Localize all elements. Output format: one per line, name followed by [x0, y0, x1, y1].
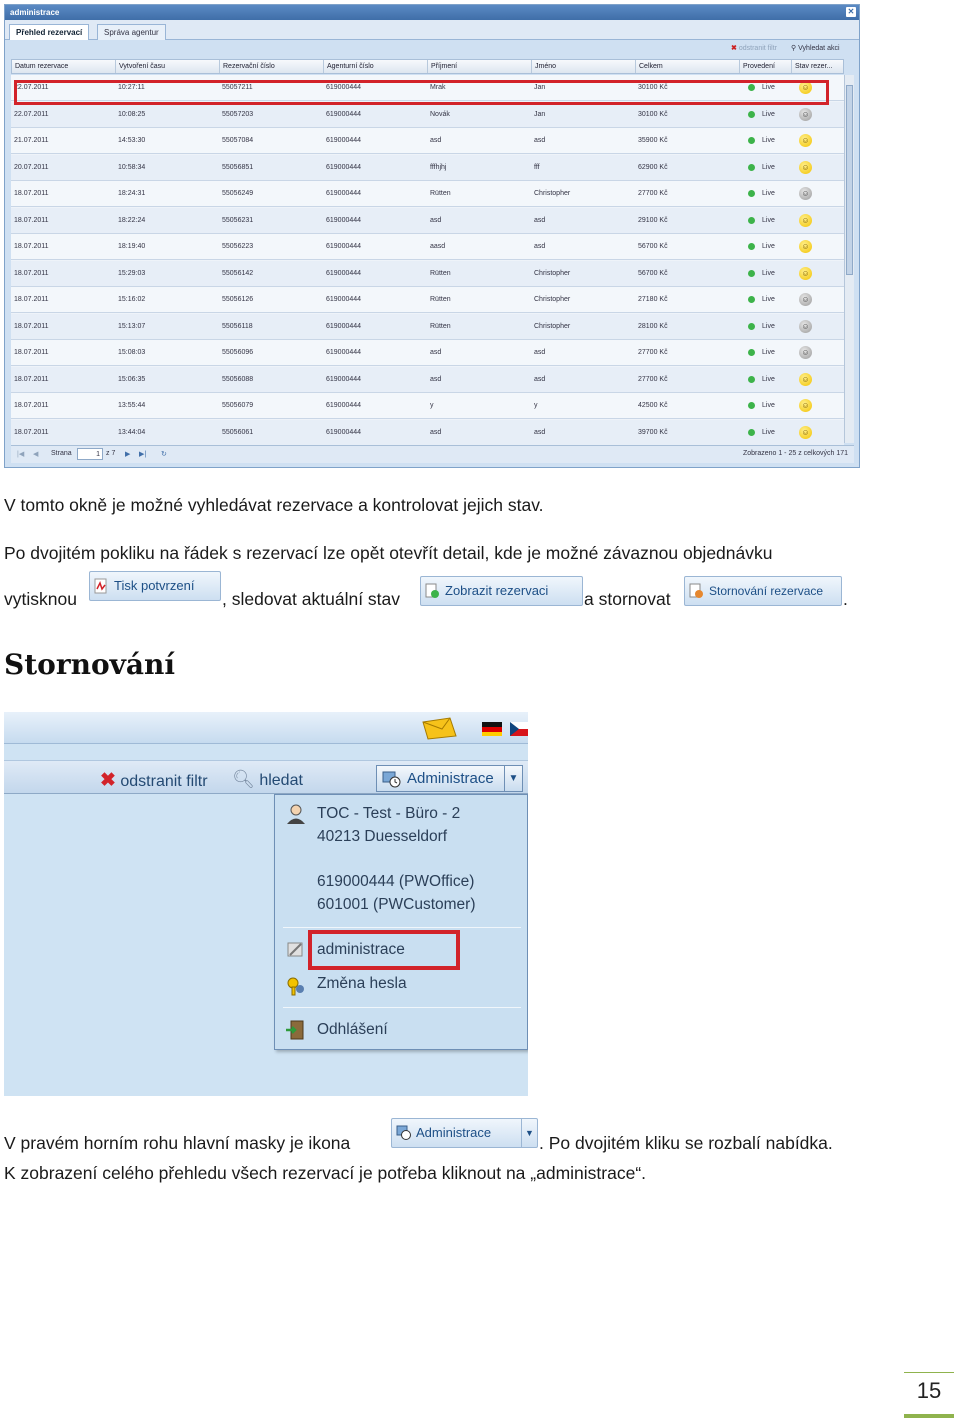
grid-scrollbar[interactable]: [844, 75, 854, 443]
smiley-yellow-icon: ☺: [799, 240, 812, 253]
text-print: vytisknou: [4, 589, 77, 609]
cell-res: 55056088: [222, 375, 254, 383]
page-label: Strana: [51, 450, 72, 457]
search-action-button[interactable]: [791, 44, 840, 52]
page-number: 15: [916, 1378, 942, 1403]
cell-agency: 619000444: [326, 269, 362, 277]
cell-agency: 619000444: [326, 402, 362, 409]
cell-agency: 619000444: [326, 349, 362, 356]
table-row[interactable]: [11, 287, 844, 313]
cell-agency: 619000444: [326, 375, 362, 383]
col-total[interactable]: Celkem: [636, 60, 740, 73]
top-strip: [4, 712, 528, 744]
window-title: [5, 5, 859, 20]
table-row[interactable]: [11, 393, 844, 419]
paragraph-detail-info: Po dvojitém pokliku na řádek s rezervací lze opět otevřít detail, kde je možné závaznou objednávku: [4, 543, 773, 563]
chevron-down-icon: ▼: [521, 1119, 537, 1147]
tab-reservations-overview[interactable]: Přehled rezervací: [9, 24, 89, 40]
text-double-click: . Po dvojitém kliku se rozbalí nabídka.: [539, 1133, 833, 1153]
table-row[interactable]: [11, 314, 844, 340]
pager: [11, 445, 854, 463]
cell-name: Jan: [534, 110, 546, 118]
cell-name: Christopher: [534, 190, 571, 197]
search-tool[interactable]: [232, 769, 303, 790]
red-x-icon: ✖: [100, 770, 116, 791]
scroll-thumb[interactable]: [846, 85, 853, 275]
cell-mode: Live: [762, 110, 775, 118]
office-city: 40213 Duesseldorf: [317, 828, 448, 845]
cell-mode: Live: [762, 163, 775, 171]
search-text: hledat: [259, 772, 303, 789]
cell-total: 27700 Kč: [638, 190, 668, 197]
cell-agency: 619000444: [326, 137, 362, 144]
cell-name: Christopher: [534, 269, 571, 277]
page-number-rule-top: [904, 1372, 954, 1373]
text-cancel: a stornovat: [584, 589, 671, 609]
cell-name: Christopher: [534, 296, 571, 303]
grid-body: [11, 75, 844, 443]
smiley-yellow-icon: ☺: [799, 267, 812, 280]
cell-total: 56700 Kč: [638, 243, 668, 250]
col-first-name[interactable]: Jméno: [532, 60, 636, 73]
cell-time: 10:58:34: [118, 163, 146, 171]
cell-time: 14:53:30: [118, 137, 146, 144]
cell-agency: 619000444: [326, 110, 362, 118]
highlight-first-row: [14, 80, 829, 105]
inline-administration-label: Administrace: [416, 1125, 492, 1140]
refresh-icon[interactable]: ↻: [161, 451, 167, 458]
cell-name: asd: [534, 375, 546, 383]
cell-date: 22.07.2011: [14, 84, 49, 91]
col-agency-number[interactable]: Agenturní číslo: [324, 60, 428, 73]
table-row[interactable]: [11, 155, 844, 181]
cell-total: 42500 Kč: [638, 402, 668, 409]
cell-date: 22.07.2011: [14, 110, 49, 118]
cell-surname: Rütten: [430, 269, 451, 277]
grid-toolbar: [5, 41, 859, 59]
cell-agency: 619000444: [326, 428, 362, 436]
office-name: TOC - Test - Büro - 2: [317, 805, 461, 822]
cell-date: 18.07.2011: [14, 243, 49, 250]
live-status-icon: [748, 296, 755, 303]
menu-item-administration[interactable]: administrace: [317, 941, 405, 958]
cell-name: asd: [534, 428, 546, 436]
key-user-icon: [285, 975, 307, 997]
table-row[interactable]: [11, 128, 844, 154]
cell-name: y: [534, 402, 538, 409]
cell-name: Jan: [534, 84, 546, 91]
cell-name: asd: [534, 349, 546, 356]
page-number-rule-bottom: [904, 1414, 954, 1418]
cell-date: 18.07.2011: [14, 190, 49, 197]
menu-item-change-password[interactable]: Změna hesla: [317, 975, 407, 992]
smiley-yellow-icon: ☺: [799, 161, 812, 174]
cell-res: 55056142: [222, 269, 254, 277]
menu-screenshot: [4, 712, 528, 1096]
col-created-time[interactable]: Vytvoření času: [116, 60, 220, 73]
cancel-reservation-label: Stornování rezervace: [709, 584, 824, 598]
live-status-icon: [748, 349, 755, 356]
col-state[interactable]: Stav rezer...: [795, 63, 833, 70]
cancel-reservation-button[interactable]: [684, 576, 842, 606]
administration-label: Administrace: [407, 770, 494, 787]
cancel-document-icon: [689, 583, 704, 599]
cell-surname: Rütten: [430, 322, 451, 330]
table-row[interactable]: [11, 261, 844, 287]
menu-divider: [283, 1007, 521, 1008]
cell-time: 15:06:35: [118, 375, 146, 383]
cell-date: 18.07.2011: [14, 269, 49, 277]
cell-time: 18:22:24: [118, 216, 146, 224]
table-row[interactable]: [11, 234, 844, 260]
cell-total: 27700 Kč: [638, 349, 668, 356]
smiley-yellow-icon: ☺: [799, 214, 812, 227]
envelope-icon: [420, 716, 460, 740]
tab-bar: [5, 20, 859, 40]
cell-date: 18.07.2011: [14, 216, 49, 224]
text-track-state: , sledovat aktuální stav: [222, 589, 401, 609]
smiley-gray-icon: ☺: [799, 320, 812, 333]
smiley-yellow-icon: ☺: [799, 373, 812, 386]
cell-total: 27180 Kč: [638, 296, 668, 303]
cell-surname: Mrak: [430, 84, 446, 91]
paragraph-search-info: V tomto okně je možné vyhledávat rezervace a kontrolovat jejich stav.: [4, 495, 544, 515]
cell-time: 13:55:44: [118, 402, 146, 409]
search-action-label: Vyhledat akci: [798, 45, 840, 52]
admin-clock-icon: [396, 1125, 411, 1141]
cell-time: 10:08:25: [118, 110, 146, 118]
live-status-icon: [748, 190, 755, 197]
menu-divider: [283, 927, 521, 928]
cell-time: 15:29:03: [118, 269, 146, 277]
cell-mode: Live: [762, 216, 775, 224]
remove-icon: ✖: [731, 45, 737, 52]
cell-total: 30100 Kč: [638, 110, 668, 118]
cell-mode: Live: [762, 375, 775, 383]
cell-res: 55056249: [222, 190, 254, 197]
cell-agency: 619000444: [326, 84, 362, 91]
cell-res: 55057211: [222, 84, 253, 91]
table-row[interactable]: [11, 208, 844, 234]
live-status-icon: [748, 402, 755, 409]
cell-res: 55056118: [222, 322, 253, 330]
cell-agency: 619000444: [326, 243, 362, 250]
cell-res: 55057084: [222, 137, 254, 144]
smiley-gray-icon: ☺: [799, 293, 812, 306]
cell-surname: fffhjhj: [430, 163, 447, 171]
logout-icon: [285, 1019, 307, 1041]
cell-time: 15:16:02: [118, 296, 146, 303]
admin-window: [4, 4, 860, 468]
cell-name: asd: [534, 243, 546, 250]
cell-surname: asd: [430, 137, 442, 144]
cell-surname: asd: [430, 375, 442, 383]
chevron-down-icon[interactable]: ▼: [504, 766, 522, 791]
live-status-icon: [748, 111, 755, 118]
smiley-yellow-icon: ☺: [799, 399, 812, 412]
cell-res: 55057203: [222, 110, 254, 118]
print-confirmation-label: Tisk potvrzení: [114, 578, 195, 593]
cell-res: 55056231: [222, 216, 254, 224]
inline-administration-button[interactable]: [391, 1118, 538, 1148]
cell-time: 10:27:11: [118, 84, 145, 91]
cell-time: 15:08:03: [118, 349, 146, 356]
print-confirmation-button[interactable]: [89, 571, 221, 601]
cell-mode: Live: [762, 402, 775, 409]
table-row[interactable]: [11, 102, 844, 128]
page-of: z 7: [106, 450, 116, 457]
cell-res: 55056079: [222, 402, 254, 409]
german-flag-icon[interactable]: [482, 722, 502, 736]
cell-res: 55056223: [222, 243, 254, 250]
cell-surname: Novák: [430, 110, 450, 118]
cell-surname: aasd: [430, 243, 446, 250]
cell-res: 55056096: [222, 349, 254, 356]
cell-res: 55056851: [222, 163, 254, 171]
show-reservation-button[interactable]: [420, 576, 583, 606]
col-reservation-number[interactable]: Rezervační číslo: [220, 60, 324, 73]
cell-agency: 619000444: [326, 296, 362, 303]
page-input[interactable]: 1: [77, 448, 103, 460]
cell-mode: Live: [762, 84, 775, 91]
cell-surname: Rütten: [430, 296, 451, 303]
live-status-icon: [748, 323, 755, 330]
live-status-icon: [748, 270, 755, 277]
cell-agency: 619000444: [326, 322, 362, 330]
agency-office: 619000444 (PWOffice): [317, 873, 475, 890]
table-row[interactable]: [11, 340, 844, 366]
cell-date: 18.07.2011: [14, 375, 49, 383]
cell-res: 55056126: [222, 296, 254, 303]
highlight-administration-item: [308, 930, 460, 970]
cell-total: 28100 Kč: [638, 322, 668, 330]
cell-mode: Live: [762, 349, 775, 356]
cell-date: 18.07.2011: [14, 296, 49, 303]
col-reservation-date[interactable]: Datum rezervace: [12, 60, 116, 73]
cell-surname: asd: [430, 216, 442, 224]
cell-mode: Live: [762, 296, 775, 303]
cell-name: fff: [534, 163, 540, 171]
administration-dropdown-button[interactable]: [376, 765, 523, 792]
remove-filter-tool[interactable]: [100, 769, 208, 792]
section-heading: Stornování: [4, 648, 176, 681]
cell-surname: Rütten: [430, 190, 451, 197]
cell-time: 13:44:04: [118, 428, 146, 436]
menu-item-logout[interactable]: Odhlášení: [317, 1021, 388, 1038]
remove-filter-text: odstranit filtr: [120, 773, 208, 790]
smiley-gray-icon: ☺: [799, 108, 812, 121]
cell-surname: asd: [430, 428, 442, 436]
last-page-icon[interactable]: ▶|: [139, 451, 147, 458]
cell-mode: Live: [762, 269, 775, 277]
cell-date: 20.07.2011: [14, 163, 49, 171]
cell-mode: Live: [762, 137, 775, 144]
table-row[interactable]: [11, 420, 844, 446]
col-mode[interactable]: Provedení: [740, 60, 792, 73]
first-page-icon[interactable]: |◀: [17, 451, 25, 458]
live-status-icon: [748, 217, 755, 224]
cell-agency: 619000444: [326, 190, 362, 197]
cell-date: 18.07.2011: [14, 428, 49, 436]
cell-total: 35900 Kč: [638, 137, 668, 144]
cell-name: asd: [534, 216, 546, 224]
cell-total: 39700 Kč: [638, 428, 668, 436]
admin-tools-icon: [285, 939, 307, 961]
cell-date: 18.07.2011: [14, 322, 49, 330]
cell-agency: 619000444: [326, 163, 362, 171]
magnifier-icon: 🔍︎: [232, 769, 255, 789]
cell-total: 30100 Kč: [638, 84, 668, 91]
document-view-icon: [425, 583, 440, 599]
main-toolbar: [4, 760, 528, 794]
cell-total: 62900 Kč: [638, 163, 668, 171]
cell-mode: Live: [762, 190, 775, 197]
cell-total: 27700 Kč: [638, 375, 668, 383]
text-admin-icon: V pravém horním rohu hlavní masky je ikona: [4, 1133, 351, 1153]
binoculars-icon: ⚲: [791, 45, 797, 52]
cell-date: 18.07.2011: [14, 349, 49, 356]
cell-mode: Live: [762, 322, 775, 330]
window-title-text: administrace: [10, 8, 60, 17]
live-status-icon: [748, 164, 755, 171]
remove-filter-label: odstranit filtr: [738, 45, 777, 52]
close-icon[interactable]: ✕: [847, 7, 855, 16]
cell-total: 29100 Kč: [638, 216, 668, 224]
smiley-gray-icon: ☺: [799, 346, 812, 359]
grid-header: [11, 59, 844, 74]
table-row[interactable]: [11, 367, 844, 393]
cell-agency: 619000444: [326, 216, 362, 224]
czech-flag-icon[interactable]: [510, 722, 528, 736]
cell-total: 56700 Kč: [638, 269, 668, 277]
smiley-yellow-icon: ☺: [799, 426, 812, 439]
agency-customer: 601001 (PWCustomer): [317, 896, 476, 913]
administration-menu: [274, 794, 528, 1050]
tab-agency-management[interactable]: Správa agentur: [97, 24, 166, 40]
next-page-icon[interactable]: ▶: [125, 451, 131, 458]
cell-mode: Live: [762, 243, 775, 250]
cell-name: Christopher: [534, 322, 571, 330]
admin-clock-icon: [382, 770, 402, 788]
smiley-yellow-icon: ☺: [799, 134, 812, 147]
cell-surname: y: [430, 402, 434, 409]
pager-summary: Zobrazeno 1 - 25 z celkových 171: [742, 450, 848, 457]
text-period: .: [843, 589, 848, 609]
remove-filter-button[interactable]: [731, 44, 777, 52]
live-status-icon: [748, 137, 755, 144]
cell-date: 21.07.2011: [14, 137, 49, 144]
live-status-icon: [748, 376, 755, 383]
cell-time: 18:19:40: [118, 243, 146, 250]
pdf-icon: [94, 578, 109, 594]
paragraph-click-administration: K zobrazení celého přehledu všech rezervací je potřeba kliknout na „administrace“.: [4, 1163, 647, 1183]
cell-mode: Live: [762, 428, 775, 436]
smiley-yellow-icon: ☺: [799, 81, 812, 94]
cell-surname: asd: [430, 349, 442, 356]
cell-name: asd: [534, 137, 546, 144]
cell-date: 18.07.2011: [14, 402, 49, 409]
prev-page-icon[interactable]: ◀: [33, 451, 39, 458]
show-reservation-label: Zobrazit rezervaci: [445, 583, 549, 598]
cell-time: 15:13:07: [118, 322, 146, 330]
live-status-icon: [748, 429, 755, 436]
col-surname[interactable]: Příjmení: [428, 60, 532, 73]
live-status-icon: [748, 243, 755, 250]
cell-res: 55056061: [222, 428, 254, 436]
table-row[interactable]: [11, 181, 844, 207]
cell-time: 18:24:31: [118, 190, 146, 197]
user-icon: [285, 803, 307, 825]
smiley-gray-icon: ☺: [799, 187, 812, 200]
